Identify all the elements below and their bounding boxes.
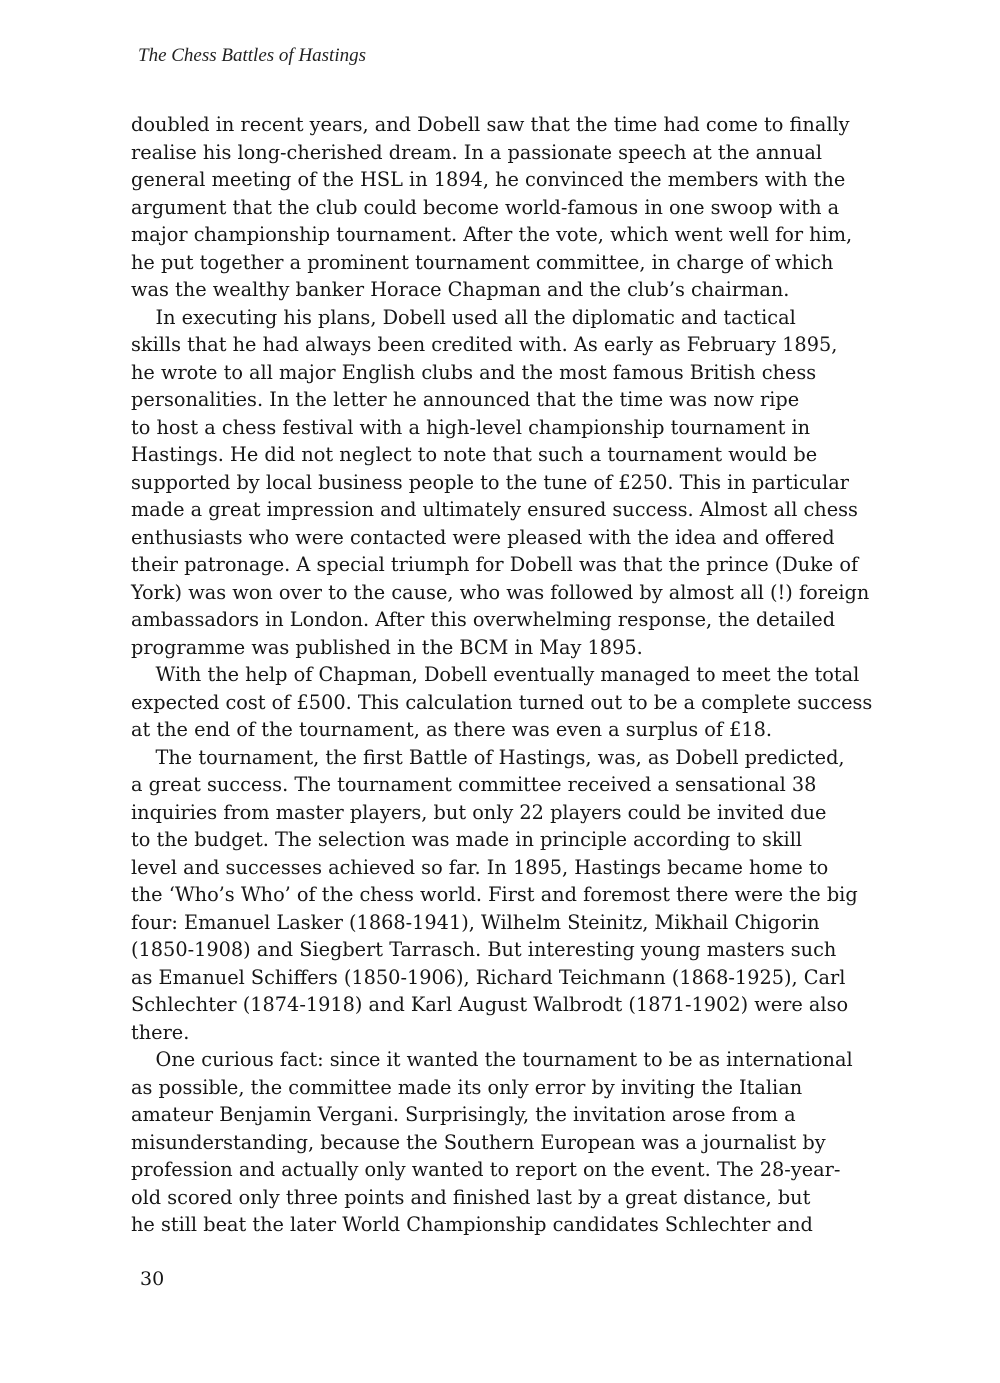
text-line: Schlechter (1874-1918) and Karl August Walbrodt (1871-1902) were also [131,993,849,1016]
page-number: 30 [140,1268,165,1290]
text-line: One curious fact: since it wanted the tournament to be as international [131,1048,853,1071]
text-line: misunderstanding, because the Southern European was a journalist by [131,1130,826,1154]
text-line: In executing his plans, Dobell used all the diplomatic and tactical [131,305,796,329]
text-line: supported by local business people to the tune of £250. This in particular [131,470,849,494]
text-line: inquiries from master players, but only 22 players could be invited due [131,800,827,824]
text-line: ambassadors in London. After this overwhelming response, the detailed [131,608,836,631]
text-line: enthusiasts who were contacted were pleased with the idea and offered [131,525,835,549]
text-line: general meeting of the HSL in 1894, he convinced the members with the [131,168,846,191]
text-line: profession and actually only wanted to report on the event. The 28-year- [131,1158,841,1181]
text-line: expected cost of £500. This calculation turned out to be a complete success [131,690,873,714]
text-line: old scored only three points and finished last by a great distance, but [131,1185,811,1209]
text-line: the ‘Who’s Who’ of the chess world. First and foremost there were the big [131,883,858,906]
running-head: The Chess Battles of Hastings [138,45,367,66]
text-line: at the end of the tournament, as there was even a surplus of £18. [131,718,773,741]
text-line: major championship tournament. After the vote, which went well for him, [131,223,853,246]
text-line: amateur Benjamin Vergani. Surprisingly, the invitation arose from a [131,1103,796,1126]
text-line: there. [131,1020,190,1044]
text-line: York) was won over to the cause, who was followed by almost all (!) foreign [131,580,870,604]
text-line: argument that the club could become world-famous in one swoop with a [131,195,840,219]
text-line: to the budget. The selection was made in principle according to skill [131,828,803,851]
text-line: (1850-1908) and Siegbert Tarrasch. But interesting young masters such [131,938,837,961]
text-line: doubled in recent years, and Dobell saw that the time had come to finally [131,113,850,136]
text-line: personalities. In the letter he announced that the time was now ripe [131,388,800,411]
text-line: he still beat the later World Championship candidates Schlechter and [131,1213,813,1236]
text-line: was the wealthy banker Horace Chapman and the club’s chairman. [131,278,790,301]
text-line: skills that he had always been credited with. As early as February 1895, [131,333,838,356]
text-line: he put together a prominent tournament committee, in charge of which [131,250,834,274]
text-line: as Emanuel Schiffers (1850-1906), Richard Teichmann (1868-1925), Carl [131,965,846,989]
text-line: level and successes achieved so far. In 1895, Hastings became home to [131,855,829,879]
text-line: realise his long-cherished dream. In a passionate speech at the annual [131,140,823,164]
text-line: programme was published in the BCM in May 1895. [131,635,643,659]
text-line: a great success. The tournament committee received a sensational 38 [131,773,817,796]
text-line: as possible, the committee made its only error by inviting the Italian [131,1075,803,1099]
text-line: Hastings. He did not neglect to note that such a tournament would be [131,443,818,466]
text-line: to host a chess festival with a high-level championship tournament in [131,415,811,439]
text-line: he wrote to all major English clubs and the most famous British chess [131,360,817,384]
body-text [131,111,876,1239]
text-line: made a great impression and ultimately ensured success. Almost all chess [131,498,858,521]
text-line: With the help of Chapman, Dobell eventually managed to meet the total [131,663,860,686]
text-line: The tournament, the first Battle of Hastings, was, as Dobell predicted, [131,745,845,769]
text-line: their patronage. A special triumph for Dobell was that the prince (Duke of [131,553,859,576]
text-line: four: Emanuel Lasker (1868-1941), Wilhelm Steinitz, Mikhail Chigorin [131,910,820,934]
